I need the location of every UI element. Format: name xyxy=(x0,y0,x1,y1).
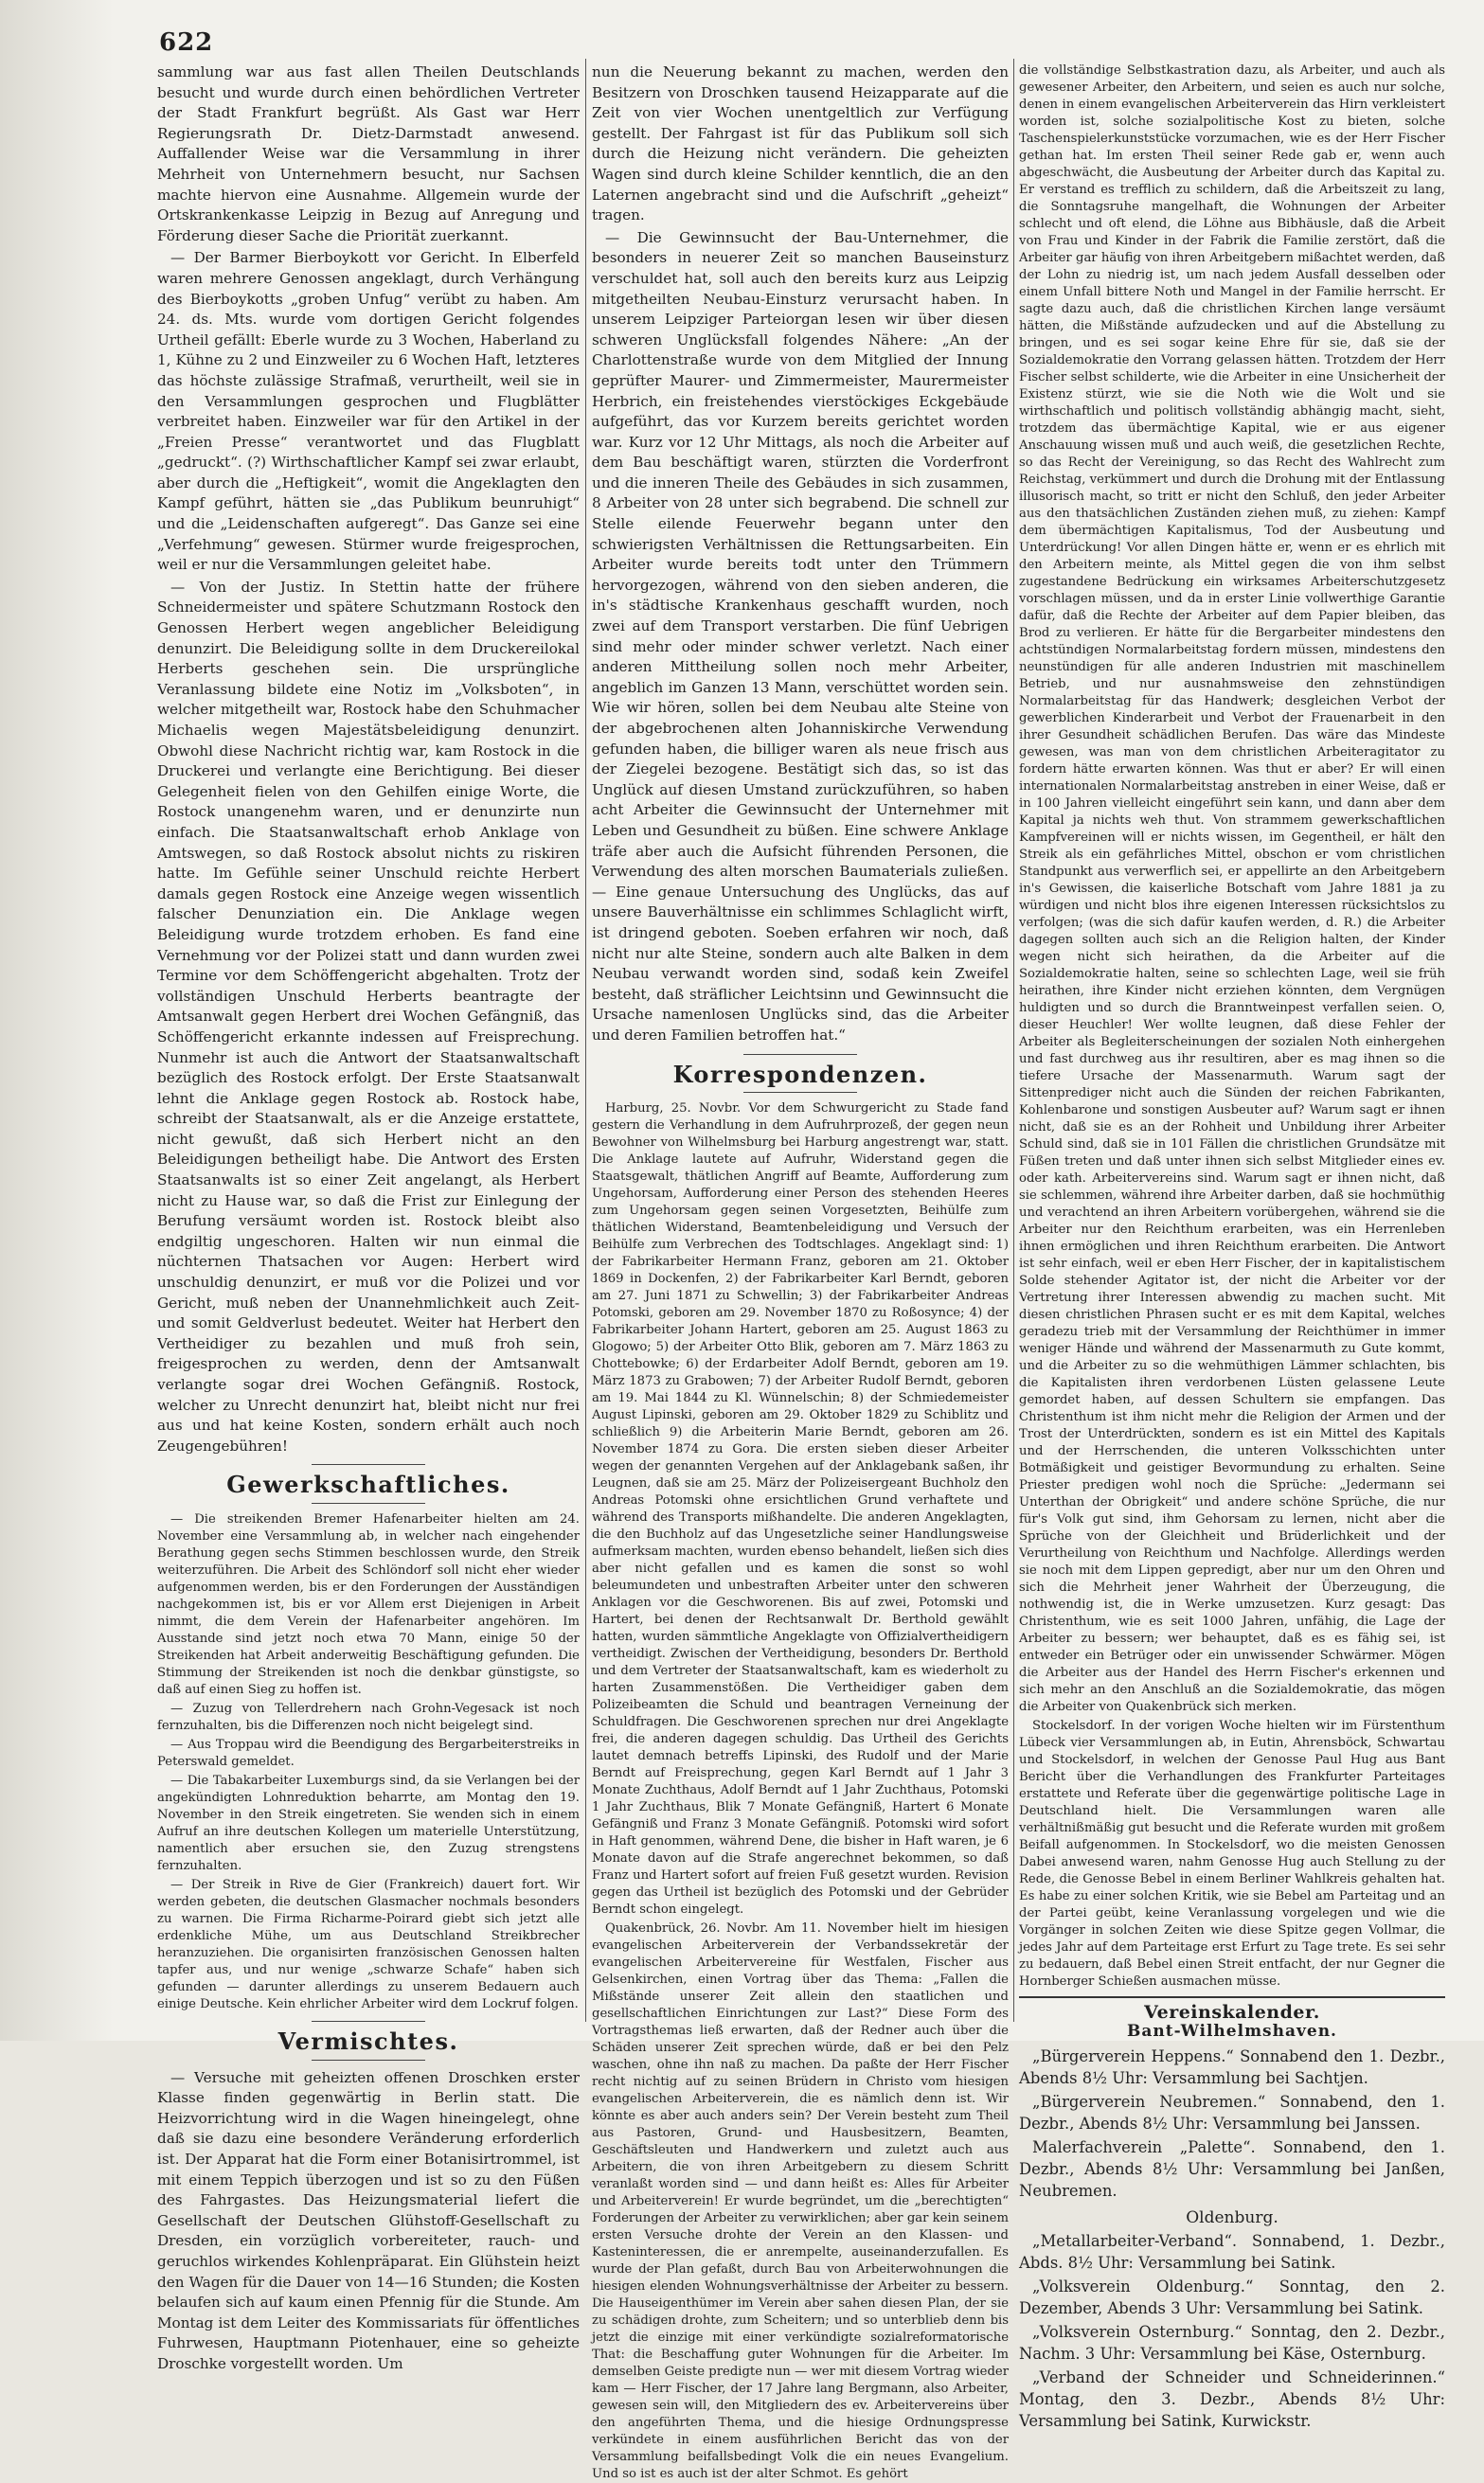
section-heading-vermischtes: Vermischtes. xyxy=(277,2027,459,2055)
column-rule xyxy=(1013,59,1014,2022)
news-item: — Aus Troppau wird die Beendigung des Bergarbeiterstreiks in Peterswald gemeldet. xyxy=(157,1737,580,1769)
news-item: — Der Streik in Rive de Gier (Frankreich) dauert fort. Wir werden gebeten, die deutschen Glasmacher nochmals besonders zu warnen. Die Firma Richarme-Poirard giebt sich jetzt alle erdenkliche Mühe, um aus Deutschland Streikbrecher heranzuziehen. Die organisirten französischen Genossen halten tapfer aus, und nur wenige „schwarze Schafe“ haben sich gefunden — darunter allerdings zu unserem Bedauern auch einige Deutsche. Kein ehrlicher Arbeiter wird dem Lockruf folgen. xyxy=(157,1877,580,2011)
calendar-entry: „Verband der Schneider und Schneiderinnen.“ Montag, den 3. Dezbr., Abends 8½ Uhr: Versammlung bei Satink, Kurwickstr. xyxy=(1019,2368,1445,2430)
article-paragraph: nun die Neuerung bekannt zu machen, werden den Besitzern von Droschken tausend Heizapparate auf die Zeit von vier Wochen unentgeltlich zur Verfügung gestellt. Der Fahrgast ist für das Publikum soll sich durch die Heizung nicht verändern. Die geheizten Wagen sind durch kleine Schilder kenntlich, die an den Laternen angebracht sind und die Aufschrift „geheizt“ tragen. xyxy=(592,63,1009,224)
calendar-entry: „Metallarbeiter-Verband“. Sonnabend, 1. Dezbr., Abds. 8½ Uhr: Versammlung bei Satink. xyxy=(1019,2232,1445,2272)
calendar-entry: Malerfachverein „Palette“. Sonnabend, den 1. Dezbr., Abends 8½ Uhr: Versammlung bei Janßen, Neubremen. xyxy=(1019,2138,1445,2200)
calendar-entry: „Bürgerverein Neubremen.“ Sonnabend, den 1. Dezbr., Abends 8½ Uhr: Versammlung bei Janssen. xyxy=(1019,2093,1445,2133)
divider xyxy=(312,1464,425,1465)
column-1 xyxy=(157,63,580,2372)
divider xyxy=(312,2060,425,2061)
divider xyxy=(312,1503,425,1504)
article-droschken: — Versuche mit geheizten offenen Droschken erster Klasse finden gegenwärtig in Berlin statt. Die Heizvorrichtung wird in die Wagen hineingelegt, ohne daß sie dazu eine besondere Veränderung erforderlich ist. Der Apparat hat die Form einer Botanisirtrommel, ist mit einem Teppich überzogen und ist so zu den Füßen des Fahrgastes. Das Heizungsmaterial liefert die Gesellschaft der Deutschen Glühstoff-Gesellschaft zu Dresden, ein vorzüglich vorbereiteter, rauch- und geruchlos wirkendes Kohlenpräparat. Ein Glühstein heizt den Wagen für die Dauer von 14—16 Stunden; die Kosten belaufen sich auf kaum einen Pfennig für die Stunde. Am Montag ist dem Leiter des Kommissariats für öffentliches Fuhrwesen, Hauptmann Piotenhauer, eine so geheizte Droschke vorgestellt worden. Um xyxy=(157,2068,580,2372)
calendar-entry: „Bürgerverein Heppens.“ Sonnabend den 1. Dezbr., Abends 8½ Uhr: Versammlung bei Sachtjen. xyxy=(1019,2047,1445,2087)
report-harburg: Harburg, 25. Novbr. Vor dem Schwurgericht zu Stade fand gestern die Verhandlung in dem Aufruhrprozeß, der gegen neun Bewohner von Wilhelmsburg bei Harburg angestrengt war, statt. Die Anklage lautete auf Aufruhr, Widerstand gegen die Staatsgewalt, thätlichen Angriff auf Beamte, Aufforderung zum Ungehorsam, Aufforderung einer Person des stehenden Heeres zum Ungehorsam gegen seinen Vorgesetzten, Beihülfe zum thätlichen Widerstand, Beamtenbeleidigung und Versuch der Beihülfe zum Verbrechen des Todtschlages. Angeklagt sind: 1) der Fabrikarbeiter Hermann Franz, geboren am 21. Oktober 1869 in Dockenfen, 2) der Fabrikarbeiter Karl Berndt, geboren am 27. Juni 1871 zu Schwellin; 3) der Fabrikarbeiter Andreas Potomski, geboren am 29. November 1870 zu Roßosynce; 4) der Fabrikarbeiter Johann Hartert, geboren am 25. August 1863 zu Glogowo; 5) der Arbeiter Otto Blik, geboren am 7. März 1863 zu Chottebowke; 6) der Erdarbeiter Adolf Berndt, geboren am 19. März 1873 zu Grabowen; 7) der Arbeiter Rudolf Berndt, geboren am 19. Mai 1844 zu Kl. Wünnelschin; 8) der Schmiedemeister August Lipinski, geboren am 29. Oktober 1829 zu Schiblitz und schließlich 9) die Arbeiterin Marie Berndt, geboren am 26. November 1874 zu Gora. Die ersten sieben dieser Arbeiter wegen der genannten Vergehen auf der Anklagebank saßen, ihr Leugnen, daß sie am 25. März der Polizeisergeant Buchholz den Andreas Potomski ohne ersichtlichen Grund verhaftete und während des Transports mißhandelte. Die anderen Angeklagten, die den Buchholz auf das Ungesetzliche seiner Handlungsweise aufmerksam machten, wurden ebenso behandelt, ließen sich dies aber nicht gefallen und es kamen die sonst so wohl beleumundeten und unbestraften Arbeiter unter den schweren Anklagen vor die Geschworenen. Bis auf zwei, Potomski und Hartert, bei denen der Rechtsanwalt Dr. Berthold gewählt hatten, wurden sämmtliche Angeklagte von Offizialvertheidigern vertheidigt. Zwischen der Vertheidigung, besonders Dr. Berthold und dem Vertreter der Staatsanwaltschaft, kam es wiederholt zu harten Zusammenstößen. Die Vertheidiger gaben dem Polizeibeamten die Schuld und beantragen Verneinung der Schuldfragen. Die Geschworenen sprechen nur drei Angeklagte frei, die anderen dagegen schuldig. Das Urtheil des Gerichts lautet demnach betreffs Lipinski, des Rudolf und der Marie Berndt auf Freisprechung, gegen Karl Berndt auf 1 Jahr 3 Monate Zuchthaus, Adolf Berndt auf 1 Jahr Zuchthaus, Potomski 1 Jahr Zuchthaus, Blik 7 Monate Gefängniß, Hartert 6 Monate Gefängniß und Franz 3 Monate Gefängniß. Potomski wird sofort in Haft genommen, während Dene, die bisher in Haft waren, je 6 Monate davon auf die Strafe angerechnet bekommen, so daß Franz und Hartert sofort auf freien Fuß gesetzt wurden. Revision gegen das Urtheil ist bezüglich des Potomski und der Gebrüder Berndt schon eingelegt. xyxy=(592,1101,1009,1918)
calendar-entry: „Volksverein Oldenburg.“ Sonntag, den 2. Dezember, Abends 3 Uhr: Versammlung bei Satink. xyxy=(1019,2278,1445,2317)
calendar-city-bant: Bant-Wilhelmshaven. xyxy=(1127,2022,1337,2041)
calendar-title: Vereinskalender. xyxy=(1144,2002,1320,2023)
report-quakenbrueck: Quakenbrück, 26. Novbr. Am 11. November hielt im hiesigen evangelischen Arbeiterverein der Verbandssekretär der evangelischen Arbeitervereine für Westfalen, Fischer aus Gelsenkirchen, einen Vortrag über das Thema: „Fallen die Mißstände unserer Zeit allein den staatlichen und gesellschaftlichen Einrichtungen zur Last?“ Diese Form des Vortragsthemas ließ erwarten, daß der Redner auch über die Schäden unserer Zeit sprechen würde, daß er bei den Pelz waschen, ohne ihn naß zu machen. Da paßte der Herr Fischer recht nichtig auf zu seinen Brüdern in Christo vom hiesigen evangelischen Arbeiterverein, die es nämlich denn ist. Wir könnte es aber auch anders sein? Der Verein besteht zum Theil aus Pastoren, Grund- und Hausbesitzern, Beamten, Geschäftsleuten und Handwerkern und zuletzt auch aus Arbeitern, die von ihren Arbeitgebern zu diesem Schritt veranlaßt worden sind — und dann heißt es: Alles für Arbeiter und Arbeiterverein! Er wurde begründet, um die „berechtigten“ Forderungen der Arbeiter zu verwirklichen; aber gar kein seinem ersten Versuche drohte der Verein an den Klassen- und Kasteninteressen, die er anrempelte, auseinanderzufallen. Es wurde der Plan gefaßt, durch Bau von Arbeiterwohnungen die hiesigen elenden Wohnungsverhältnisse der Arbeiter zu bessern. Die Hauseigenthümer im Verein aber sahen diesen Plan, der sie zu schädigen drohte, zum Scheitern; und so unterblieb denn bis jetzt die einzige mit einer verkündigte sozialreformatorische That: die Beschaffung guter Wohnungen für die Arbeiter. Im demselben Geiste predigte nun — wer mit diesem Vortrag wieder kam — Herr Fischer, der 17 Jahre lang Bergmann, also Arbeiter, gewesen sein will, den Mitgliedern des ev. Arbeitervereins über den angeführten Thema, und die hiesige Ordnungspresse verkündete in einem ausführlichen Bericht das von der Versammlung beifallsbedingt Volk die ein neues Evangelium. Und so ist es auch ist der alter Schmot. Es gehört xyxy=(592,1921,1009,2482)
calendar-city-oldenburg: Oldenburg. xyxy=(1186,2208,1278,2227)
divider xyxy=(1019,1996,1445,1998)
report-stockelsdorf: Stockelsdorf. In der vorigen Woche hielten wir im Fürstenthum Lübeck vier Versammlungen ab, in Eutin, Ahrensböck, Schwartau und Stockelsdorf, in welchen der Genosse Paul Hug aus Bant Bericht über die Verhandlungen des Frankfurter Parteitages erstattete und Referate über die gegenwärtige politische Lage in Deutschland hielt. Die Versammlungen waren alle verhältnißmäßig gut besucht und die Referate wurden mit großem Beifall aufgenommen. In Stockelsdorf, wo die meisten Genossen Dabei anwesend waren, nahm Genosse Hug auch Stellung zu der Rede, die Genosse Bebel in einem Berliner Wahlkreis gehalten hat. Es habe zu einer solchen Kritik, wie sie Bebel am Parteitag und an der Partei geübt, keine Veranlassung vorgelegen und wie die Vorgänger in solchen Zeiten wie diese Spitze gegen Vollmar, die jedes Jahr auf dem Parteitage erst Erfurt zu Tage trete. Es sei sehr zu bedauern, daß Bebel einen Streit entfacht, der nur Gegner die Hornberger Schießen ausmachen müsse. xyxy=(1019,1719,1445,1989)
scan-edge-shadow xyxy=(0,0,114,2041)
article-bau-unternehmer: — Die Gewinnsucht der Bau-Unternehmer, die besonders in neuerer Zeit so manchen Bauseinsturz verschuldet hat, soll auch den bereits kurz aus Leipzig mitgetheilten Neubau-Einsturz verursacht haben. In unserem Leipziger Parteiorgan lesen wir über diesen schweren Unglücksfall folgendes Nähere: „An der Charlottenstraße wurde von dem Mitglied der Innung geprüfter Maurer- und Zimmermeister, Maurermeister Herbrich, ein freistehendes vierstöckiges Eckgebäude aufgeführt, das vor Kurzem bereits gerichtet worden war. Kurz vor 12 Uhr Mittags, als noch die Arbeiter auf dem Bau beschäftigt waren, stürzten die Vorderfront und die inneren Theile des Gebäudes in sich zusammen, 8 Arbeiter von 28 unter sich begrabend. Die schnell zur Stelle eilende Feuerwehr begann unter den schwierigsten Verhältnissen die Rettungsarbeiten. Ein Arbeiter wurde bereits todt unter den Trümmern hervorgezogen, während von den sieben anderen, die in's städtische Krankenhaus geschafft wurden, noch zwei auf dem Transport verstarben. Die fünf Uebrigen sind mehr oder minder schwer verletzt. Nach einer anderen Mittheilung sollen noch mehr Arbeiter, angeblich im Ganzen 13 Mann, verschüttet worden sein. Wie wir hören, sollen bei dem Neubau alte Steine von der abgebrochenen alten Johanniskirche Verwendung gefunden haben, die billiger waren als neue frisch aus der Ziegelei bezogene. Bestätigt sich das, so ist das Unglück auf diesen Umstand zurückzuführen, so haben acht Arbeiter die Gewinnsucht der Unternehmer mit Leben und Gesundheit zu büßen. Eine schwere Anklage träfe aber auch die Aufsicht führenden Personen, die Verwendung des alten morschen Baumaterials zuließen. — Eine genaue Untersuchung des Unglücks, das auf unsere Bauverhältnisse ein schlimmes Schlaglicht wirft, ist dringend geboten. Soeben erfahren wir noch, daß nicht nur alte Steine, sondern auch alte Balken in dem Neubau verwandt worden sind, sodaß kein Zweifel besteht, daß sträflicher Leichtsinn und Gewinnsucht die Ursache namenlosen Unglücks sind, das die Arbeiter und deren Familien betroffen hat.“ xyxy=(592,228,1009,1044)
article-barmer-bierboykott: — Der Barmer Bierboykott vor Gericht. In Elberfeld waren mehrere Genossen angeklagt, durch Verhängung des Bierboykotts „groben Unfug“ verübt zu haben. Am 24. ds. Mts. wurde vom dortigen Gericht folgendes Urtheil gefällt: Eberle wurde zu 3 Wochen, Haberland zu 1, Kühne zu 2 und Einzweiler zu 6 Wochen Haft, letzteres das höchste zulässige Strafmaß, verurtheilt, weil sie in den Versammlungen gesprochen und Flugblätter verbreitet haben. Einzweiler war für den Artikel in der „Freien Presse“ verantwortet und das Flugblatt „gedruckt“. (?) Wirthschaftlicher Kampf sei zwar erlaubt, aber durch die „Heftigkeit“, womit die Angeklagten den Kampf geführt, hätten sie „das Publikum beunruhigt“ und die „Leidenschaften aufgeregt“. Das Ganze sei eine „Verfehmung“ gewesen. Stürmer wurde freigesprochen, weil er nur die Versammlungen geleitet habe. xyxy=(157,249,580,574)
column-2 xyxy=(592,63,1009,2482)
divider xyxy=(743,1054,857,1055)
calendar-entry: „Volksverein Osternburg.“ Sonntag, den 2. Dezbr., Nachm. 3 Uhr: Versammlung bei Käse, Osternburg. xyxy=(1019,2323,1445,2363)
news-item: — Die Tabakarbeiter Luxemburgs sind, da sie Verlangen bei der angekündigten Lohnreduktion beharrte, am Montag den 19. November in den Streik eingetreten. Sie wenden sich in einem Aufruf an ihre deutschen Kollegen um materielle Unterstützung, namentlich aber ersuchen sie, den Zuzug strengstens fernzuhalten. xyxy=(157,1773,580,1873)
column-3 xyxy=(1019,63,1445,2430)
news-item: — Die streikenden Bremer Hafenarbeiter hielten am 24. November eine Versammlung ab, in welcher nach eingehender Berathung gegen sechs Stimmen beschlossen wurde, den Streik weiterzuführen. Die Arbeit des Schlöndorf soll nicht eher wieder aufgenommen werden, bis er den Forderungen der Ausständigen nachgekommen ist, bis er vor Allem erst Diejenigen in Arbeit nimmt, die dem Verein der Hafenarbeiter angehören. Im Ausstande sind jetzt noch etwa 70 Mann, einige 50 der Streikenden hat Arbeit anderweitig Beschäftigung gefunden. Die Stimmung der Streikenden ist noch die denkbar günstigste, so daß auf einen Sieg zu hoffen ist. xyxy=(157,1511,580,1697)
column-rule xyxy=(585,59,586,2022)
divider xyxy=(312,2021,425,2022)
news-item: — Zuzug von Tellerdrehern nach Grohn-Vegesack ist noch fernzuhalten, bis die Differenzen noch nicht beigelegt sind. xyxy=(157,1701,580,1733)
page-number: 622 xyxy=(159,28,214,57)
article-paragraph: die vollständige Selbstkastration dazu, als Arbeiter, und auch als gewesener Arbeiter, den Arbeitern, und seien es auch nur solche, denen in einem evangelischen Arbeiterverein das Hirn verkleistert worden ist, solche sozialpolitische Kost zu bieten, solche Taschenspielerkunststücke vorzumachen, wie es der Herr Fischer gethan hat. Im ersten Theil seiner Rede gab er, wenn auch abgeschwächt, die Ausbeutung der Arbeiter durch das Kapital zu. Er verstand es trefflich zu schildern, daß die Arbeitszeit zu lang, die Sonntagsruhe mangelhaft, die Wohnungen der Arbeiter schlecht und oft elend, die Löhne aus Bibhäusle, daß die Arbeit von Frau und Kinder in der Fabrik die Familie zerstört, daß die Arbeiter gar häufig von ihren Arbeitgebern mißachtet werden, daß der Lohn zu niedrig ist, um nach jedem Ausfall desselben oder einem Unfall bittere Noth und Mangel in der Familie herrscht. Er sagte dazu auch, daß die christlichen Kirchen lange versäumt hätten, die Mißstände aufzudecken und auf die Abstellung zu bringen, und es sei sogar keine Ehre für sie, daß sie der Sozialdemokratie den Vorrang gelassen hätten. Trotzdem der Herr Fischer selbst schilderte, wie die Arbeiter in eine Unsicherheit der Existenz stürzt, wie sie die Noth wie die Wolt und sie wirthschaftlich und politisch vollständig abhängig macht, sieht, trotzdem das übermächtige Kapital, wie er aus eigener Anschauung wissen muß und auch weiß, die gesetzlichen Rechte, so das Recht der Vereinigung, so das Recht des Wahlrecht zum Reichstag, verkümmert und durch die Drohung mit der Entlassung illusorisch macht, so tritt er nicht den Schluß, den jeder Arbeiter aus den thatsächlichen Zuständen ziehen muß, zu ziehen: Kampf dem übermächtigen Kapitalismus, Tod der Ausbeutung und Unterdrückung! Vor allen Dingen hätte er, wenn er es ehrlich mit den Arbeitern meinte, als Mittel gegen die von ihm selbst zugestandene Bedrückung ein wirksames Arbeiterschutzgesetz vorschlagen müssen, und da in erster Linie vollwerthige Garantie dafür, daß die Rechte der Arbeiter auf dem Papier bleiben, das Brod zu verlieren. Er hätte für die Bergarbeiter mindestens den achtstündigen Normalarbeitstag fordern müssen, mindestens den neunstündigen für alle anderen Industrien mit maschinellem Betrieb, und nur ausnahmsweise den zehnstündigen Normalarbeitstag für das Handwerk; desgleichen Verbot der gewerblichen Kinderarbeit und Verbot der Frauenarbeit in den ihrer Gesundheit schädlichen Berufen. Das wäre das Mindeste gewesen, was man von dem christlichen Arbeiteragitator zu fordern hätte erwarten können. Was thut er aber? Er will einen internationalen Normalarbeitstag anstreben in einer Weise, daß er in 100 Jahren vielleicht eingeführt sein kann, und dann aber dem Kapital ja nichts weh thut. Von strammem gewerkschaftlichen Kampfvereinen will er nichts wissen, im Gegentheil, er hält den Streik als ein gefährliches Mittel, obschon er vom christlichen Standpunkt aus verwerflich sei, er appellirte an den Arbeitgebern in's Gewissen, die kaiserliche Botschaft vom Jahre 1881 ja zu würdigen und nicht blos ihre eigenen Interessen rücksichtslos zu verfolgen; (was die sich dafür kaufen werden, d. R.) die Arbeiter dagegen sollten auch sich an die Religion halten, der Kinder wegen nicht sich heirathen, da die Arbeiter auf die Sozialdemokratie halten, seine so schlechten Lage, weil sie früh heirathen, ihre Kinder nicht erziehen könnten, dem Vergnügen huldigten und so durch die Branntweinpest verfallen seien. O, dieser Heuchler! Wer wollte leugnen, daß diese Fehler der Arbeiter als Begleiterscheinungen der sozialen Noth einhergehen und fast durchweg aus ihr resultiren, aber es mag ihnen so die tiefere Ursache der Massenarmuth. Warum sagt der Sittenprediger nicht auch die Sünden der reichen Fabrikanten, Kohlenbarone und sonstigen Ausbeuter auf? Warum sagt er ihnen nicht, daß sie es an der Rohheit und Unbildung ihrer Arbeiter Schuld sind, daß sie in 101 Fällen die christlichen Grundsätze mit Füßen treten und daß unter ihnen sich selbst Mitglieder eines ev. oder kath. Arbeitervereins sind. Warum sagt er ihnen nicht, daß sie schlemmen, während ihre Arbeiter darben, daß sie hochmüthig und verachtend an ihren Arbeitern vorübergehen, während sie die Arbeiter nur den Reichthum erarbeiten, was ein Herrenleben ihnen ermöglichen und ihren Reichthum erarbeiten. Die Antwort ist sehr einfach, weil er eben Herr Fischer, der in kapitalistischem Solde stehender Agitator ist, der nicht die Arbeiter vor der Vertretung ihrer Interessen abwendig zu machen sucht. Mit diesen christlichen Phrasen sucht er es mit dem Kapital, welches geradezu trieb mit der Versammlung der Reichthümer in immer weniger Hände und während der Massenarmuth zu Gute kommt, und die Arbeiter zu so die wehmüthigen Lämmer schlachten, bis die Kapitalisten ihren verdorbenen Lüsten gelassene Leute gemordet haben, auf dessen Schultern sie empfangen. Das Christenthum ist ihm nicht mehr die Religion der Armen und der Trost der Unterdrückten, sondern es ist ein Mittel des Kapitals und der Herrschenden, die unteren Volksschichten unter Botmäßigkeit und geistiger Bevormundung zu erhalten. Seine Priester predigen wohl noch die Sprüche: „Jedermann sei Unterthan der Obrigkeit“ und andere schöne Sprüche, die nur für's Volk gut sind, ihm Gehorsam zu lernen, nicht aber die Sprüche von der Gleichheit und Brüderlichkeit und der Verurtheilung von Reichthum und Nachfolge. Allerdings werden sie noch mit dem Lippen gepredigt, aber nur um den Ohren und sich die Mehrheit jener Wahrheit der Überzeugung, die nothwendig ist, die in Werke umzusetzen. Kurz gesagt: Das Christenthum, wie es seit 1000 Jahren, unfähig, die Lage der Arbeiter zu bessern; wer behauptet, daß es es fähig sei, ist entweder ein Betrüger oder ein unwissender Schwärmer. Mögen die Arbeiter aus der Handel des Herrn Fischer's erkennen und sich mehr an den Anschluß an die Sozialdemokratie, das mögen die Arbeiter von Quakenbrück sich merken. xyxy=(1019,63,1445,1714)
article-von-der-justiz: — Von der Justiz. In Stettin hatte der frühere Schneidermeister und spätere Schutzmann Rostock den Genossen Herbert wegen angeblicher Beleidigung denunzirt. Die Beleidigung sollte in dem Druckereilokal Herberts geschehen sein. Die ursprüngliche Veranlassung bildete eine Notiz im „Volksboten“, in welcher mitgetheilt war, Rostock habe den Schuhmacher Michaelis wegen Majestätsbeleidigung denunzirt. Obwohl diese Nachricht richtig war, kam Rostock in die Druckerei und verlangte eine Berichtigung. Bei dieser Gelegenheit fielen von den Gehilfen einige Worte, die Rostock unangenehm waren, und er denunzirte nun einfach. Die Staatsanwaltschaft erhob Anklage von Amtswegen, so daß Rostock absolut nichts zu riskiren hatte. Im Gefühle seiner Unschuld reichte Herbert damals gegen Rostock eine Anzeige wegen wissentlich falscher Denunziation ein. Die Anklage wegen Beleidigung wurde trotzdem erhoben. Es fand eine Vernehmung vor der Polizei statt und dann wurden zwei Termine vor dem Schöffengericht abgehalten. Trotz der vollständigen Unschuld Herberts beantragte der Amtsanwalt gegen Herbert drei Wochen Gefängniß, das Schöffengericht erkannte indessen auf Freisprechung. Nunmehr ist auch die Antwort der Staatsanwaltschaft bezüglich des Rostock erfolgt. Der Erste Staatsanwalt lehnt die Anklage gegen Rostock ab. Rostock habe, schreibt der Staatsanwalt, als er die Anzeige erstattete, nicht gewußt, daß sich Herbert nicht an den Beleidigungen betheiligt habe. Die Antwort des Ersten Staatsanwalts ist so einer Zeit angelangt, als Herbert nicht zu Hause war, so daß die Frist zur Einlegung der Berufung versäumt worden ist. Rostock bleibt also endgiltig ungeschoren. Halten wir nun einmal die nüchternen Thatsachen vor Augen: Herbert wird unschuldig denunzirt, er muß vor die Polizei und vor Gericht, muß neben der Unannehmlichkeit auch Zeit- und somit Geldverlust bedeutet. Weiter hat Herbert den Vertheidiger zu bezahlen und muß froh sein, freigesprochen zu werden, denn der Amtsanwalt verlangte sogar drei Wochen Gefängniß. Rostock, welcher zu Unrecht denunzirt hat, bleibt nicht nur frei aus und hat keine Kosten, sondern erhält auch noch Zeugengebühren! xyxy=(157,578,580,1455)
article-paragraph: sammlung war aus fast allen Theilen Deutschlands besucht und wurde durch einen behördlichen Vertreter der Stadt Frankfurt begrüßt. Als Gast war Herr Regierungsrath Dr. Dietz-Darmstadt anwesend. Auffallender Weise war die Versammlung in ihrer Mehrheit von Unternehmern besucht, nur Sachsen machte hiervon eine Ausnahme. Allgemein wurde der Ortskrankenkasse Leipzig in Bezug auf Anregung und Förderung dieser Sache die Priorität zuerkannt. xyxy=(157,63,580,244)
divider xyxy=(743,1092,857,1093)
section-heading-gewerkschaftliches: Gewerkschaftliches. xyxy=(226,1471,510,1499)
section-heading-korrespondenzen: Korrespondenzen. xyxy=(672,1060,928,1088)
